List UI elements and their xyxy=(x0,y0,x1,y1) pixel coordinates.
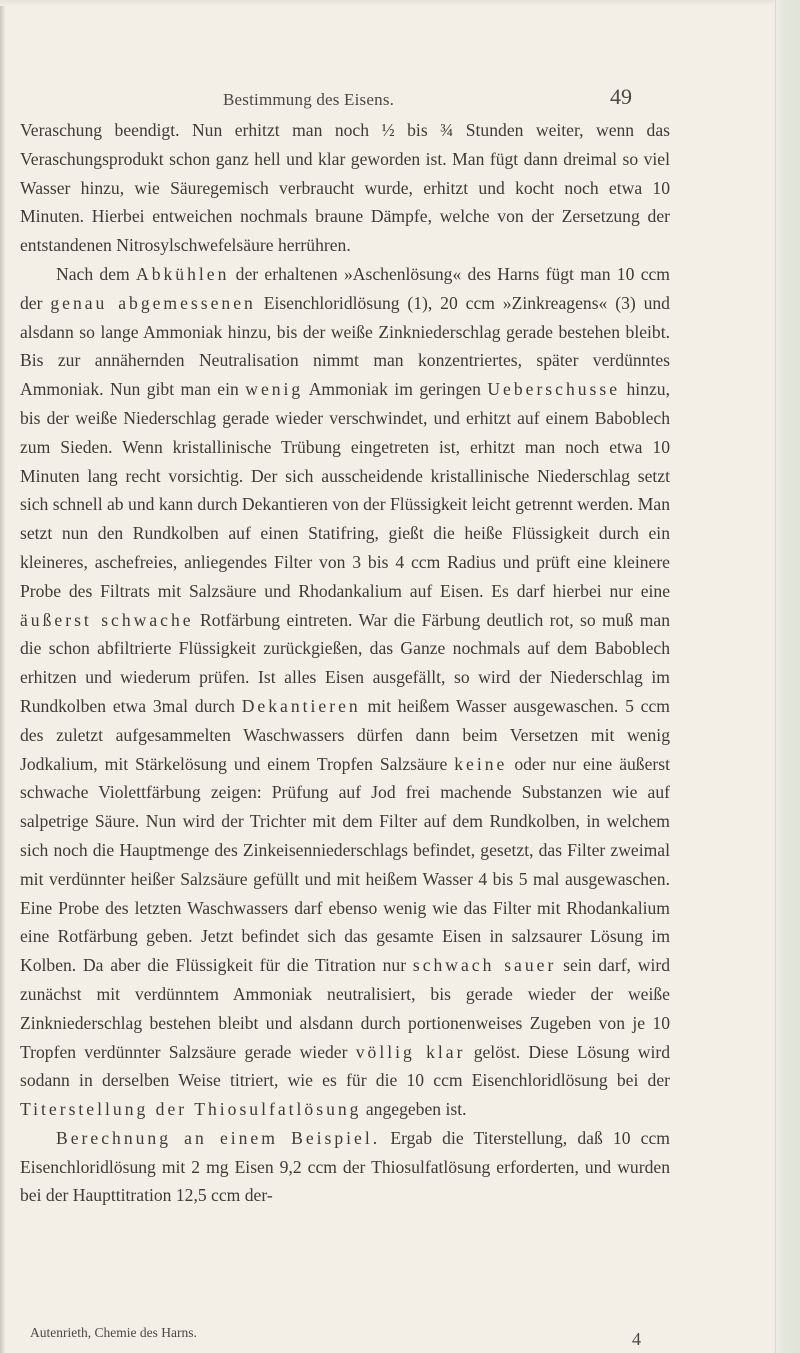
emphasis: Ueberschusse xyxy=(487,379,621,400)
signature-mark: 4 xyxy=(632,1329,641,1349)
body-text xyxy=(20,116,670,1210)
paragraph-3: Berechnung an einem Beispiel. Ergab die Titerstellung, daß 10 ccm Eisenchloridlösung mit 2 mg Eisen 9,2 ccm der Thiosulfatlösung erforderten, und wurden bei der Haupttitration 12,5 ccm der- xyxy=(20,1127,670,1206)
emphasis: völlig klar xyxy=(355,1041,466,1062)
scan-edge-line xyxy=(775,0,776,1353)
emphasis: Dekantieren xyxy=(241,695,361,716)
scan-left-edge xyxy=(0,0,5,1353)
paragraph-2: Nach dem Abkühlen der erhaltenen »Aschenlösung« des Harns fügt man 10 ccm der genau abgemessenen Eisenchloridlösung (1), 20 ccm »Zinkreagens« (3) und alsdann so lange Ammoniak hinzu, bis der weiße Zinkniederschlag gerade bestehen bleibt. Bis zur annähernden Neutralisation nimmt man konzentriertes, später verdünntes Ammoniak. Nun gibt man ein wenig Ammoniak im geringen Ueberschusse hinzu, bis der weiße Niederschlag gerade wieder verschwindet, und erhitzt auf einem Baboblech zum Sieden. Wenn kristallinische Trübung eingetreten ist, erhitzt man noch etwa 10 Minuten lang recht vorsichtig. Der sich ausscheidende kristallinische Niederschlag setzt sich schnell ab und kann durch Dekantieren von der Flüssigkeit leicht getrennt werden. Man setzt nun den Rundkolben auf einen Statifring, gießt die heiße Flüssigkeit durch ein kleineres, aschefreies, anliegendes Filter von 3 bis 4 ccm Radius und prüft eine kleinere Probe des Filtrats mit Salzsäure und Rhodankalium auf Eisen. Es darf hierbei nur eine äußerst schwache Rotfärbung eintreten. War die Färbung deutlich rot, so muß man die schon abfiltrierte Flüssigkeit zurückgießen, das Ganze nochmals auf dem Baboblech erhitzen und wiederum prüfen. Ist alles Eisen ausgefällt, so wird der Niederschlag im Rundkolben etwa 3mal durch Dekantieren mit heißem Wasser ausgewaschen. 5 ccm des zuletzt aufgesammelten Waschwassers dürfen dann beim Versetzen mit wenig Jodkalium, mit Stärkelösung und einem Tropfen Salzsäure keine oder nur eine äußerst schwache Violettfärbung zeigen: Prüfung auf Jod frei machende Substanzen wie auf salpetrige Säure. Nun wird der Trichter mit dem Filter auf dem Rundkolben, in welchem sich noch die Hauptmenge des Zinkeisenniederschlags befindet, gesetzt, das Filter zweimal mit verdünnter heißer Salzsäure gefüllt und mit heißem Wasser 4 bis 5 mal ausgewaschen. Eine Probe des letzten Waschwassers darf ebenso wenig wie das Filter mit Rhodankalium eine Rotfärbung geben. Jetzt befindet sich das gesamte Eisen in salzsaurer Lösung im Kolben. Da aber die Flüssigkeit für die Titration nur schwach sauer sein darf, wird zunächst mit verdünntem Ammoniak neutralisiert, bis gerade wieder der weiße Zinkniederschlag bestehen bleibt und alsdann durch portionenweises Zugeben von je 10 Tropfen verdünnter Salzsäure gerade wieder völlig klar gelöst. Diese Lösung wird sodann in derselben Weise titriert, wie es für die 10 ccm Eisenchloridlösung bei der Titerstellung der Thiosulfatlösung angegeben ist. xyxy=(20,263,671,1120)
section-heading: Berechnung an einem Beispiel. xyxy=(56,1127,381,1148)
emphasis: Abkühlen xyxy=(136,263,230,284)
emphasis: Titerstellung der Thiosulfatlösung xyxy=(20,1099,362,1120)
emphasis: äußerst schwache xyxy=(20,609,194,630)
scan-right-edge xyxy=(774,0,800,1353)
emphasis: genau abgemessenen xyxy=(50,292,256,313)
page-number: 49 xyxy=(610,84,632,109)
scan-top-edge xyxy=(0,0,800,6)
page-footer xyxy=(30,1325,670,1353)
paragraph-1: Veraschung beendigt. Nun erhitzt man noch ½ bis ¾ Stunden weiter, wenn das Veraschungsprodukt schon ganz hell und klar geworden ist. Man fügt dann dreimal so viel Wasser hinzu, wie Säuregemisch verbraucht wurde, erhitzt und kocht noch etwa 10 Minuten. Hierbei entweichen nochmals braune Dämpfe, welche von der Zersetzung der entstandenen Nitrosylschwefelsäure herrühren. xyxy=(20,120,670,256)
emphasis: keine xyxy=(454,753,508,774)
emphasis: wenig xyxy=(245,379,304,400)
emphasis: schwach sauer xyxy=(412,955,557,976)
page-header-title: Bestimmung des Eisens. xyxy=(223,90,395,109)
source-reference: Autenrieth, Chemie des Harns. xyxy=(30,1325,197,1340)
